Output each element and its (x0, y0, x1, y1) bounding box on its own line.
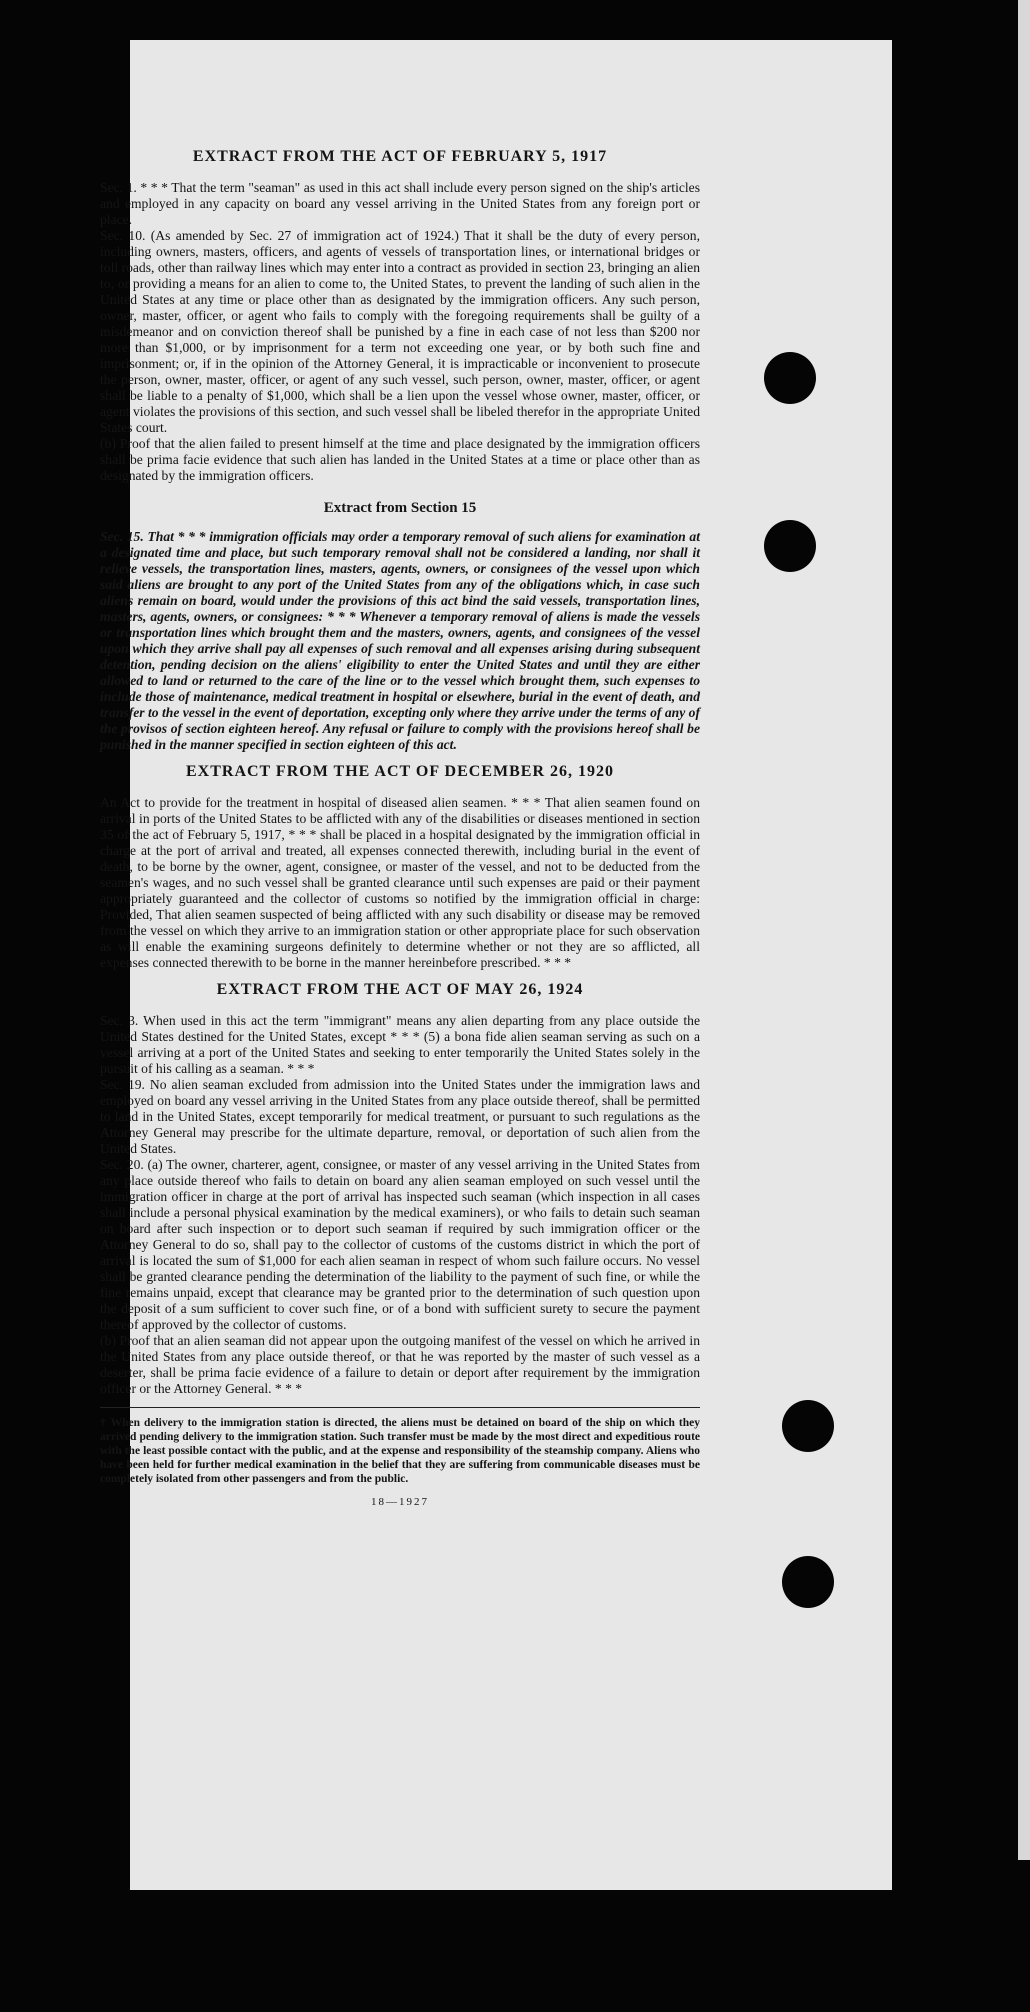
heading-act-1920: EXTRACT FROM THE ACT OF DECEMBER 26, 1920 (185, 763, 614, 780)
paragraph-sec-10-b: (b) Proof that the alien failed to present himself at the time and place designated by the immigration officers shall be prima facie evidence that such alien has landed in the United States at a time or place other than as designated by the immigration officers. (100, 436, 700, 483)
punch-hole-4 (782, 1556, 834, 1608)
document-body (100, 148, 700, 1508)
paragraph-sec-1: Sec. 1. * * * That the term "seaman" as used in this act shall include every person signed on the ship's articles and employed in any capacity on board any vessel arriving in the United States from any foreign port or place. (100, 180, 700, 227)
heading-section-15: Extract from Section 15 (323, 500, 477, 516)
paragraph-sec-3: Sec. 3. When used in this act the term "immigrant" means any alien departing from any place outside the United States destined for the United States, except * * * (5) a bona fide alien seaman serving as such on a vessel arriving at a port of the United States and seeking to enter temporarily the United States solely in the pursuit of his calling as a seaman. * * * (100, 1013, 700, 1076)
paragraph-sec-19: Sec. 19. No alien seaman excluded from admission into the United States under the immigration laws and employed on board any vessel arriving in the United States from any place outside thereof, shall be permitted to land in the United States, except temporarily for medical treatment, or pursuant to such regulations as the Attorney General may prescribe for the ultimate departure, removal, or deportation of such alien from the United States. (100, 1077, 700, 1156)
paragraph-act-1920: An Act to provide for the treatment in hospital of diseased alien seamen. * * * That alien seamen found on arrival in ports of the United States to be afflicted with any of the disabilities or diseases mentioned in section 35 of the act of February 5, 1917, * * * shall be placed in a hospital designated by the immigration official in charge at the port of arrival and treated, all expenses connected therewith, including burial in the event of death, to be borne by the owner, agent, consignee, or master of the vessel, and not to be deducted from the seamen's wages, and no such vessel shall be granted clearance until such expenses are paid or their payment appropriately guaranteed and the collector of customs so notified by the immigration official in charge: Provided, That alien seamen suspected of being afflicted with any such disability or disease may be removed from the vessel on which they arrive to an immigration station or other appropriate place for such observation as will enable the examining surgeons definitely to determine whether or not they are so afflicted, all expenses connected therewith to be borne in the manner hereinbefore prescribed. * * * (100, 795, 700, 970)
form-code: 18—1927 (371, 1496, 429, 1508)
punch-hole-1 (764, 352, 816, 404)
paragraph-sec-10: Sec. 10. (As amended by Sec. 27 of immigration act of 1924.) That it shall be the duty of every person, including owners, masters, officers, and agents of vessels of transportation lines, or international bridges or toll roads, other than railway lines which may enter into a contract as provided in section 23, bringing an alien to, or providing a means for an alien to come to, the United States, to prevent the landing of such alien in the United States at any time or place other than as designated by the immigration officers. Any such person, owner, master, officer, or agent who fails to comply with the foregoing requirements shall be guilty of a misdemeanor and on conviction thereof shall be punished by a fine in each case of not less than $200 nor more than $1,000, or by imprisonment for a term not exceeding one year, or by both such fine and imprisonment; or, if in the opinion of the Attorney General, it is impracticable or inconvenient to prosecute the person, owner, master, officer, or agent of any such vessel, such person, owner, master, officer, or agent shall be liable to a penalty of $1,000, which shall be a lien upon the vessel whose owner, master, officer, or agent violates the provisions of this section, and such vessel shall be libeled therefor in the appropriate United States court. (100, 228, 700, 435)
footnote-divider (100, 1407, 700, 1408)
heading-act-1917: EXTRACT FROM THE ACT OF FEBRUARY 5, 1917 (192, 148, 608, 165)
footnote: † When delivery to the immigration station is directed, the aliens must be detained on board of the ship on which they arrived pending delivery to the immigration station. Such transfer must be made by the most direct and expeditious route with the least possible contact with the public, and at the expense and responsibility of the steamship company. Aliens who have been held for further medical examination in the belief that they are suffering from communicable diseases must be completely isolated from other passengers and from the public. (100, 1417, 700, 1485)
paragraph-sec-20-b: (b) Proof that an alien seaman did not appear upon the outgoing manifest of the vessel on which he arrived in the United States from any place outside thereof, or that he was reported by the master of such vessel as a deserter, shall be prima facie evidence of a failure to detain or deport after requirement by the immigration officer or the Attorney General. * * * (100, 1333, 700, 1396)
paragraph-sec-20-a: Sec. 20. (a) The owner, charterer, agent, consignee, or master of any vessel arriving in the United States from any place outside thereof who fails to detain on board any alien seaman employed on such vessel until the immigration officer in charge at the port of arrival has inspected such seaman (which inspection in all cases shall include a personal physical examination by the medical examiners), or who fails to detain such seaman on board after such inspection or to deport such seaman if required by such immigration officer or the Attorney General to do so, shall pay to the collector of customs of the customs district in which the port of arrival is located the sum of $1,000 for each alien seaman in respect of whom such failure occurs. No vessel shall be granted clearance pending the determination of the liability to the payment of such fine, or while the fine remains unpaid, except that clearance may be granted prior to the determination of such question upon the deposit of a sum sufficient to cover such fine, or of a bond with sufficient surety to secure the payment thereof approved by the collector of customs. (100, 1157, 700, 1332)
edge-strip (1018, 0, 1030, 1860)
paragraph-sec-15: Sec. 15. That * * * immigration officials may order a temporary removal of such aliens for examination at a designated time and place, but such temporary removal shall not be considered a landing, nor shall it relieve vessels, the transportation lines, masters, agents, owners, or consignees of the vessel upon which said aliens are brought to any port of the United States from any of the obligations which, in case such aliens remain on board, would under the provisions of this act bind the said vessels, transportation lines, masters, agents, owners, or consignees: * * * Whenever a temporary removal of aliens is made the vessels or transportation lines which brought them and the masters, owners, agents, and consignees of the vessel upon which they arrive shall pay all expenses of such removal and all expenses arising during subsequent detention, pending decision on the aliens' eligibility to enter the United States and until they are either allowed to land or returned to the care of the line or to the vessel which brought them, such expenses to include those of maintenance, medical treatment in hospital or elsewhere, burial in the event of death, and transfer to the vessel in the event of deportation, excepting only where they arrive under the terms of any of the provisos of section eighteen hereof. Any refusal or failure to comply with the provisions hereof shall be punished in the manner specified in section eighteen of this act. (100, 529, 700, 752)
punch-hole-2 (764, 520, 816, 572)
punch-hole-3 (782, 1400, 834, 1452)
heading-act-1924: EXTRACT FROM THE ACT OF MAY 26, 1924 (216, 981, 584, 998)
